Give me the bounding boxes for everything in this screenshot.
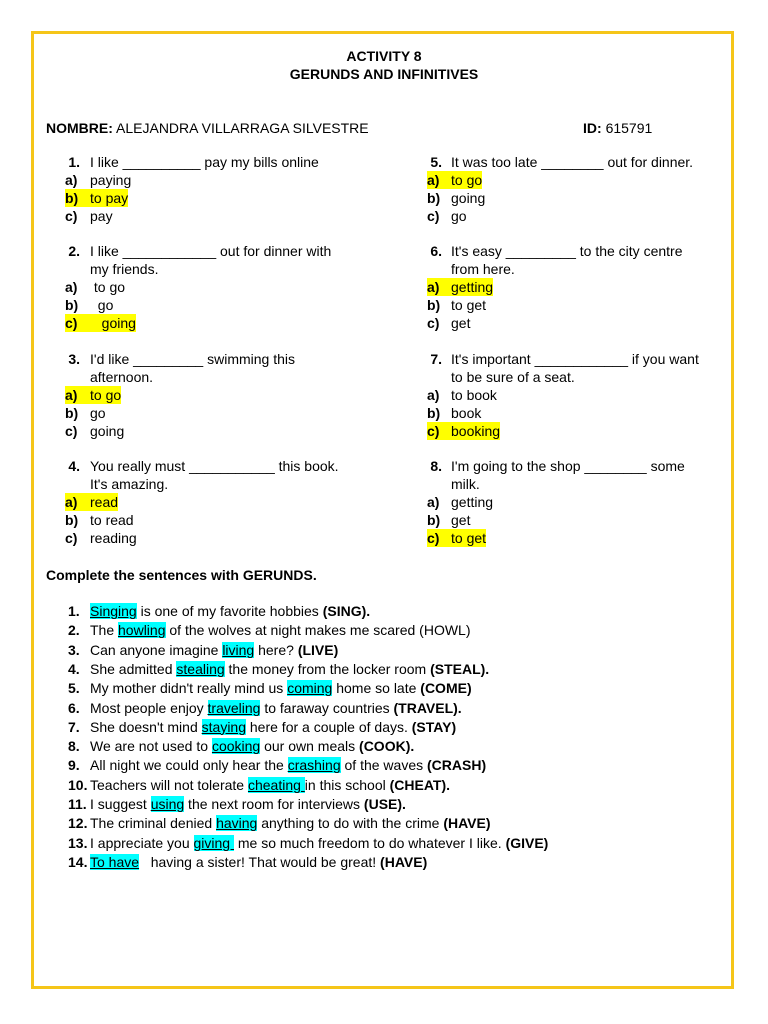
question-text-continued: milk.	[451, 476, 480, 492]
answer-option	[65, 171, 131, 189]
answer-option	[427, 493, 493, 511]
option-text: to go	[90, 279, 126, 295]
sentence-text: in this school	[304, 776, 390, 793]
option-letter: c)	[65, 208, 78, 224]
option-text: to pay	[90, 190, 129, 206]
sentence-text: All night we could only hear the	[90, 757, 288, 774]
answer-option	[65, 422, 124, 440]
answer-option	[65, 511, 134, 529]
option-letter: b)	[427, 405, 441, 421]
option-text: going	[451, 190, 486, 206]
sentence-number: 5.	[68, 680, 80, 697]
option-letter: a)	[65, 494, 78, 510]
answer-option	[427, 207, 467, 225]
question-number: 4.	[68, 458, 80, 474]
sentence-text: She doesn't mind	[90, 718, 202, 735]
question-text: It was too late ________ out for dinner.	[451, 154, 694, 170]
question-number: 8.	[430, 458, 442, 474]
sentence-number: 13.	[68, 834, 88, 851]
question-text-continued: afternoon.	[90, 369, 154, 385]
option-text: reading	[90, 530, 137, 546]
gerund-answer: having	[216, 815, 258, 832]
answer-option-selected	[65, 386, 121, 404]
answer-option	[427, 511, 470, 529]
option-text: go	[90, 405, 106, 421]
activity-subtitle: GERUNDS AND INFINITIVES	[289, 66, 479, 82]
option-text: to get	[451, 530, 487, 546]
option-text: to book	[451, 387, 497, 403]
option-text: get	[451, 315, 471, 331]
gerund-answer: coming	[287, 680, 333, 697]
verb-hint: (TRAVEL).	[393, 699, 462, 716]
question-number: 5.	[430, 154, 442, 170]
verb-hint: (CRASH)	[427, 757, 487, 774]
sentence-number: 12.	[68, 815, 88, 832]
sentence-text: the money from the locker room	[224, 660, 431, 677]
option-letter: c)	[65, 315, 78, 331]
gerund-answer: cooking	[211, 738, 261, 755]
option-letter: c)	[427, 530, 440, 546]
option-text: going	[90, 315, 136, 331]
option-letter: b)	[65, 190, 79, 206]
question-text: It's easy _________ to the city centre	[451, 243, 683, 259]
sentence-text: Teachers will not tolerate	[90, 776, 248, 793]
sentence-text: here?	[254, 641, 298, 658]
sentence-text: I appreciate you	[90, 834, 194, 851]
question-text-continued: from here.	[451, 261, 515, 277]
sentence-item	[68, 718, 456, 737]
gerund-answer: crashing	[287, 757, 341, 774]
verb-hint: (USE).	[363, 796, 406, 812]
option-text: go	[451, 208, 467, 224]
verb-hint: (HAVE)	[380, 853, 428, 870]
sentence-item	[68, 853, 427, 872]
question-text: I'd like _________ swimming this	[90, 351, 296, 367]
answer-option	[427, 296, 486, 314]
sentence-item	[68, 814, 491, 833]
sentence-item	[68, 679, 472, 698]
question-text-continued: It's amazing.	[90, 476, 169, 492]
answer-option	[427, 189, 485, 207]
option-text: get	[451, 512, 471, 528]
sentence-number: 4.	[68, 660, 80, 677]
sentence-text: She admitted	[90, 660, 177, 677]
name-label: NOMBRE:	[46, 120, 113, 136]
verb-hint: (LIVE)	[297, 641, 339, 658]
question-text: I like __________ pay my bills online	[90, 154, 319, 170]
sentence-item	[68, 660, 489, 679]
question-text-continued: my friends.	[90, 261, 159, 277]
gerund-answer: stealing	[176, 660, 225, 677]
option-letter: a)	[427, 172, 440, 188]
option-text: booking	[451, 423, 501, 439]
answer-option	[427, 314, 470, 332]
option-text: book	[451, 405, 482, 421]
sentence-text: me so much freedom to do whatever I like.	[233, 834, 506, 851]
sentence-item	[68, 699, 462, 718]
answer-option-selected	[65, 314, 136, 332]
verb-hint: (COME)	[420, 680, 472, 697]
option-letter: b)	[427, 190, 441, 206]
option-text: pay	[90, 208, 113, 224]
sentence-text: anything to do with the crime	[257, 815, 444, 832]
sentence-number: 3.	[68, 641, 80, 658]
option-letter: a)	[427, 279, 440, 295]
sentence-text: I suggest	[90, 796, 151, 812]
id-value: 615791	[605, 120, 653, 136]
sentence-item	[68, 621, 471, 640]
answer-option-selected	[427, 278, 493, 296]
sentence-text: of the waves	[340, 757, 427, 774]
answer-option	[65, 296, 113, 314]
gerund-answer: using	[150, 796, 185, 812]
option-letter: a)	[65, 172, 78, 188]
sentence-item	[68, 602, 370, 621]
option-letter: b)	[65, 512, 79, 528]
verb-hint: (CHEAT).	[389, 776, 451, 793]
gerund-answer: cheating	[247, 776, 305, 793]
activity-title: ACTIVITY 8	[346, 48, 422, 64]
option-letter: c)	[427, 315, 440, 331]
sentence-number: 14.	[68, 853, 88, 870]
option-letter: c)	[65, 423, 78, 439]
question-number: 6.	[430, 243, 442, 259]
question-text: You really must ___________ this book.	[90, 458, 339, 474]
verb-hint: (GIVE)	[505, 834, 549, 851]
sentence-text: having a sister! That would be great!	[139, 853, 381, 870]
answer-option-selected	[427, 529, 486, 547]
question-number: 2.	[68, 243, 80, 259]
question-number: 3.	[68, 351, 80, 367]
sentence-text: Most people enjoy	[90, 699, 208, 716]
question-number: 7.	[430, 351, 442, 367]
sentence-text: to faraway countries	[260, 699, 394, 716]
question-number: 1.	[68, 154, 80, 170]
gerund-answer: staying	[201, 718, 246, 735]
sentence-text: our own meals	[260, 738, 360, 755]
option-text: to go	[90, 387, 122, 403]
gerund-answer: howling	[118, 622, 166, 639]
sentence-item	[68, 641, 338, 660]
sentence-number: 10.	[68, 776, 88, 793]
gerund-answer: To have	[90, 853, 140, 870]
sentence-number: 7.	[68, 718, 80, 735]
option-text: getting	[451, 494, 494, 510]
question-text: I like ____________ out for dinner with	[90, 243, 332, 259]
option-text: getting	[451, 279, 494, 295]
student-name-line	[46, 119, 369, 137]
sentence-text: The criminal denied	[90, 815, 217, 832]
answer-option-selected	[65, 493, 118, 511]
answer-option	[65, 529, 137, 547]
option-letter: a)	[65, 279, 78, 295]
option-letter: c)	[65, 530, 78, 546]
student-id-line	[583, 119, 652, 137]
sentence-text: the next room for interviews	[184, 796, 364, 812]
sentence-number: 2.	[68, 622, 80, 639]
sentence-text: is one of my favorite hobbies	[136, 603, 323, 619]
verb-hint: (COOK).	[359, 738, 415, 755]
option-letter: b)	[65, 297, 79, 313]
sentence-number: 8.	[68, 738, 80, 755]
sentence-number: 6.	[68, 699, 80, 716]
option-text: to read	[90, 512, 134, 528]
answer-option-selected	[427, 171, 482, 189]
verb-hint: (STAY)	[411, 718, 457, 735]
option-letter: b)	[65, 405, 79, 421]
verb-hint: (SING).	[322, 603, 371, 619]
answer-option-selected	[65, 189, 128, 207]
sentence-text: The	[90, 622, 119, 639]
sentence-item	[68, 834, 548, 853]
gerund-answer: living	[222, 641, 255, 658]
gerund-answer: giving	[193, 834, 234, 851]
sentence-item	[68, 795, 406, 814]
sentence-text: here for a couple of days.	[246, 718, 412, 735]
option-text: to get	[451, 297, 487, 313]
sentence-number: 9.	[68, 757, 80, 774]
gerund-answer: traveling	[207, 699, 261, 716]
option-letter: a)	[427, 387, 440, 403]
sentence-text: of the wolves at night makes me scared (HOWL)	[165, 622, 471, 639]
sentence-item	[68, 737, 414, 756]
answer-option	[65, 207, 113, 225]
id-label: ID:	[583, 120, 602, 136]
verb-hint: (HAVE)	[443, 815, 491, 832]
sentence-number: 1.	[68, 603, 80, 619]
option-text: paying	[90, 172, 132, 188]
answer-option	[65, 278, 125, 296]
sentence-text: Can anyone imagine	[90, 641, 223, 658]
section2-title: Complete the sentences with GERUNDS.	[46, 567, 317, 583]
question-text: I'm going to the shop ________ some	[451, 458, 685, 474]
question-text-continued: to be sure of a seat.	[451, 369, 575, 385]
sentence-item	[68, 776, 450, 795]
question-text: It's important ____________ if you want	[451, 351, 699, 367]
answer-option	[427, 386, 497, 404]
answer-option	[427, 404, 481, 422]
option-text: go	[90, 297, 114, 313]
option-text: to go	[451, 172, 483, 188]
name-value: ALEJANDRA VILLARRAGA SILVESTRE	[116, 120, 369, 136]
answer-option-selected	[427, 422, 500, 440]
sentence-number: 11.	[68, 796, 87, 812]
option-letter: a)	[427, 494, 440, 510]
gerund-answer: Singing	[90, 603, 137, 619]
answer-option	[65, 404, 106, 422]
sentence-text: We are not used to	[90, 738, 212, 755]
option-letter: b)	[427, 297, 441, 313]
option-text: going	[90, 423, 125, 439]
verb-hint: (STEAL).	[430, 660, 490, 677]
option-letter: c)	[427, 423, 440, 439]
option-letter: b)	[427, 512, 441, 528]
sentence-text: My mother didn't really mind us	[90, 680, 288, 697]
option-letter: a)	[65, 387, 78, 403]
option-text: read	[90, 494, 119, 510]
sentence-item	[68, 756, 486, 775]
sentence-text: home so late	[332, 680, 421, 697]
option-letter: c)	[427, 208, 440, 224]
